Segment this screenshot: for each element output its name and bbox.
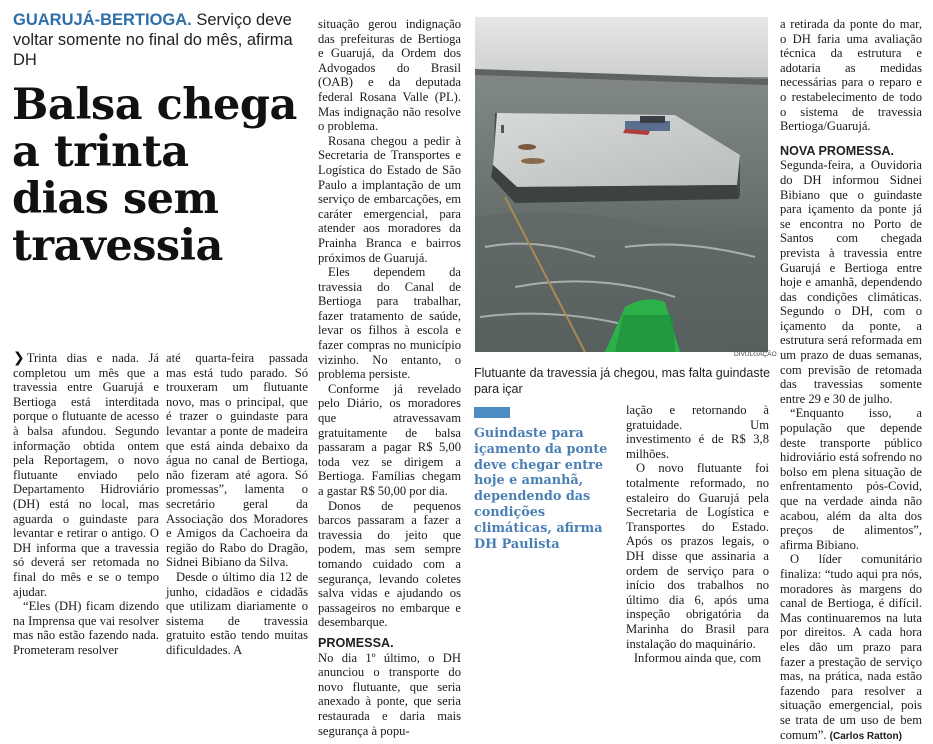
headline-line: Balsa chega: [12, 80, 297, 130]
headline-line: travessia: [12, 221, 223, 271]
subhead: PROMESSA.: [318, 635, 394, 650]
photo-credit: DIVULGAÇÃO: [734, 351, 777, 358]
paragraph: O novo flutuante foi totalmente reformado, no estaleiro do Guarujá pela Secretaria de Logística e Transportes do Estado. Após os prazos legais, o DH disse que assinaria a ordem de serviço para o início dos trabalhos no último dia 6, após uma inspeção obrigatória da Marinha do Brasil para instalação do maquinário.: [626, 461, 769, 651]
article-column-1: [13, 350, 159, 657]
news-photo: [475, 17, 768, 352]
author-signature: (Carlos Ratton): [829, 730, 902, 742]
paragraph: “Enquanto isso, a população que depende deste transporte público hidroviário está sofrendo no bolso em plena situação de enfrentamento pós-Covid, que na verdade ainda não acabou, além da alta dos preços de alimentos”, afirma Bibiano.: [780, 406, 922, 552]
article-column-2: [166, 351, 308, 657]
paragraph: Eles dependem da travessia do Canal de Bertioga para trabalhar, fazer tratamento de saúde, levar os filhos à escola e fazer compras no município vizinho. No entanto, o problema persiste.: [318, 265, 461, 382]
lead-paragraph: ❯ Trinta dias e nada. Já completou um mês que a travessia entre Guarujá e Bertioga está interditada porque o flutuante de acesso à balsa afundou. Segundo informação obtida ontem pela Reportagem, o novo flutuante enviado pelo Departamento Hidroviário (DH) está no local, mas aguarda o guindaste para levantar e retirar o antigo. O DH informa que a travessia só deverá ser retomada no final do mês e se o tempo ajudar.: [13, 350, 159, 599]
pullquote-bar: [474, 407, 510, 418]
pullquote: Guindaste para içamento da ponte deve chegar entre hoje e amanhã, dependendo das condições climáticas, afirma DH Paulista: [474, 426, 608, 552]
article-column-3: [318, 17, 461, 738]
barge-photo-image: [475, 17, 768, 352]
paragraph: lação e retornando à gratuidade. Um investimento é de R$ 3,8 milhões.: [626, 403, 769, 461]
kicker-text: Serviço deve voltar somente no final do mês, afirma DH: [13, 11, 293, 69]
kicker: [13, 10, 303, 70]
photo-caption: Flutuante da travessia já chegou, mas falta guindaste para içar: [474, 366, 771, 396]
paragraph: Desde o último dia 12 de junho, cidadãos e cidadãs que utilizam diariamente o sistema de travessia gratuito estão tendo muitas dificuldades. A: [166, 569, 308, 657]
lead-chevron-icon: ❯: [13, 350, 25, 366]
article-column-4: [626, 403, 769, 666]
paragraph: Segunda-feira, a Ouvidoria do DH informou Sidnei Bibiano que o guindaste para içamento da ponte já se encontra no Porto de Santos com chegada prevista à travessia entre Guarujá e Bertioga entre hoje e amanhã, dependendo das condições climáticas. Segundo o DH, com o içamento da ponte, a estrutura será reformada em um prazo de duas semanas, com previsão de retomada das travessias somente entre 29 e 30 de julho.: [780, 158, 922, 406]
headline-line: dias sem: [12, 174, 219, 224]
headline-line: a trinta: [12, 127, 189, 177]
paragraph: Informou ainda que, com: [633, 651, 762, 666]
headline: [12, 82, 312, 270]
subhead: NOVA PROMESSA.: [780, 143, 895, 158]
paragraph: situação gerou indignação das prefeituras de Bertioga e Guarujá, da Ordem dos Advogados do Brasil (OAB) e da deputada federal Rosana Valle (PL). Mas indignação não resolve o problema.: [318, 17, 461, 134]
article-column-5: [780, 17, 922, 742]
section-tag: GUARUJÁ-BERTIOGA.: [13, 11, 192, 29]
paragraph: Donos de pequenos barcos passaram a fazer a travessia do jeito que podem, mas sem sempre tomando cuidado com a segurança, levando coletes salva vidas e ajudando os passageiros no embarque e desembarque.: [318, 498, 461, 630]
paragraph: a retirada da ponte do mar, o DH faria uma avaliação técnica da estrutura e adotaria as medidas necessárias para o reparo e o restabelecimento de todo o sistema de travessia Bertioga/Guarujá.: [780, 17, 922, 134]
paragraph: “Eles (DH) ficam dizendo na Imprensa que vai resolver mas não estão fazendo nada. Prometeram resolver: [13, 599, 159, 657]
paragraph: até quarta-feira passada mas está tudo parado. Só trouxeram um flutuante novo, mas o principal, que é trazer o guindaste para levantar a ponte de madeira que está ainda debaixo da água no canal de Bertioga, não fizeram até agora. Só promessas”, lamenta o secretário geral da Associação dos Moradores e Amigos da Cachoeira da região do Rabo do Dragão, Sidnei Bibiano da Silva.: [166, 351, 308, 570]
paragraph: No dia 1º último, o DH anunciou o transporte do novo flutuante, que seria anexado à ponte, que seria restaurada e daria mais segurança à popu-: [318, 650, 461, 738]
paragraph: Conforme já revelado pelo Diário, os moradores que atravessavam gratuitamente de balsa passaram a pagar R$ 5,00 toda vez se dirigem a Bertioga. Famílias chegam a gastar R$ 50,00 por dia.: [318, 381, 461, 498]
paragraph: Rosana chegou a pedir à Secretaria de Transportes e Logística do Estado de São Paulo a implantação de um serviço de embarcações, em caráter emergencial, para atender aos moradores da Prainha Branca e bairros próximos de Guarujá.: [318, 133, 461, 265]
paragraph: O líder comunitário finaliza: “tudo aqui pra nós, moradores às margens do canal de Bertioga, é difícil. Mas continuaremos na luta por direitos. A cada hora eles dão um prazo para fazer a prestação de serviço mas, na prática, nada estão fazendo para resolver a situação emergencial, pois se trata de um uso de bem comum”. (Carlos Ratton): [780, 552, 922, 742]
